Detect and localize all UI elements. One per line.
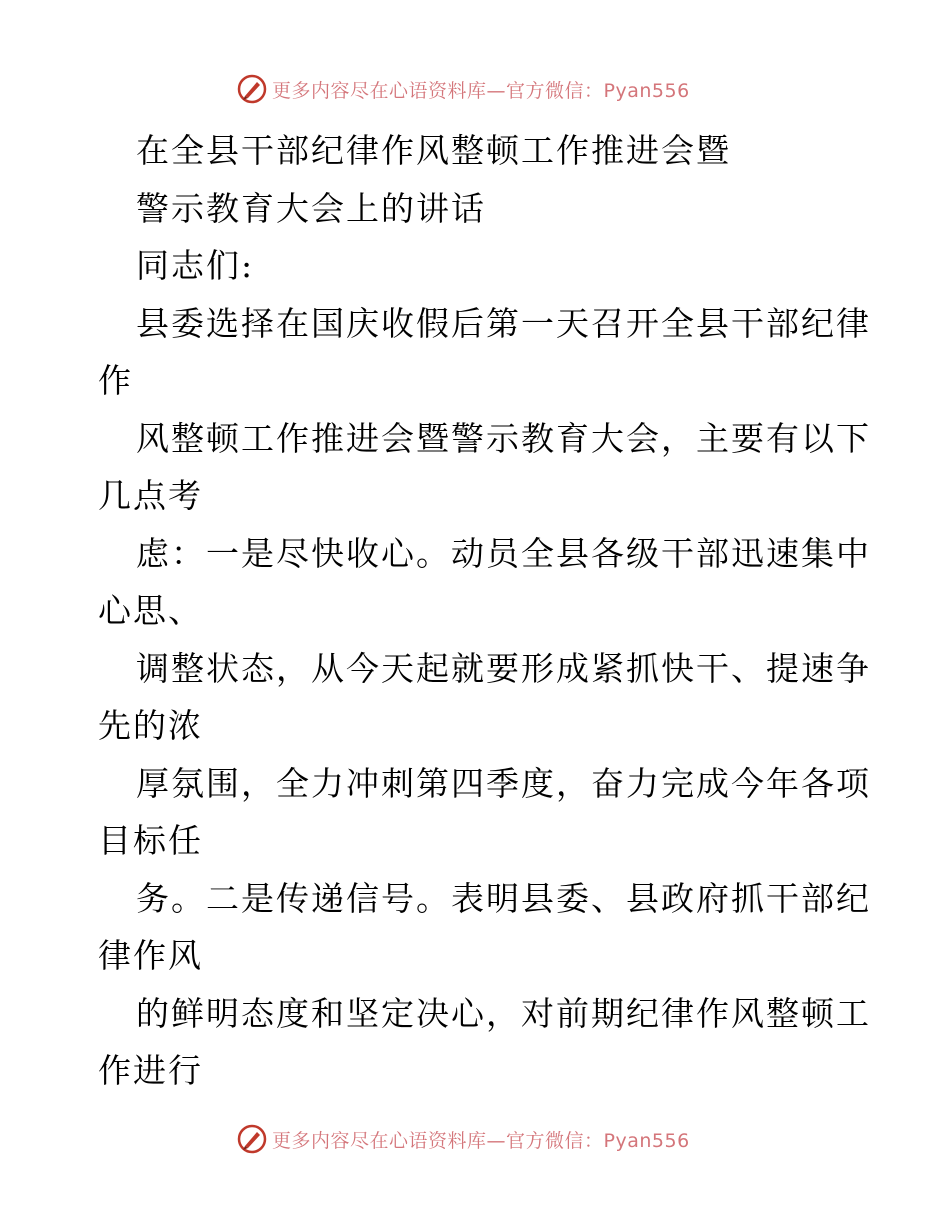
watermark-header: [236, 72, 690, 106]
salutation: 同志们:: [136, 246, 255, 285]
body-line: 目标任: [98, 821, 203, 860]
body-text: [98, 295, 871, 1100]
watermark-footer: [236, 1122, 690, 1156]
body-line: 的鲜明态度和坚定决心，对前期纪律作风整顿工: [136, 993, 871, 1033]
watermark-text: 更多内容尽在心语资料库—官方微信：Pyan556: [272, 79, 690, 102]
body-line: 风整顿工作推进会暨警示教育大会，主要有以下: [136, 418, 871, 458]
body-line: 作: [98, 361, 133, 400]
body-line: 几点考: [98, 476, 203, 515]
document-body: [98, 122, 871, 1100]
body-line: 县委选择在国庆收假后第一天召开全县干部纪律: [136, 303, 871, 343]
body-line: 作进行: [98, 1051, 203, 1090]
watermark-text: 更多内容尽在心语资料库—官方微信：Pyan556: [272, 1129, 690, 1152]
body-line: 心思、: [98, 591, 203, 630]
pen-logo-icon: [236, 1123, 268, 1155]
document-title-line-2: 警示教育大会上的讲话: [136, 188, 486, 228]
document-title-line-1: 在全县干部纪律作风整顿工作推进会暨: [136, 131, 731, 170]
body-line: 先的浓: [98, 706, 203, 745]
body-line: 务。二是传递信号。表明县委、县政府抓干部纪: [136, 878, 871, 918]
body-line: 虑：一是尽快收心。动员全县各级干部迅速集中: [136, 533, 871, 573]
body-line: 律作风: [98, 936, 203, 975]
body-line: 厚氛围，全力冲刺第四季度，奋力完成今年各项: [136, 763, 871, 803]
pen-logo-icon: [236, 73, 268, 105]
body-line: 调整状态，从今天起就要形成紧抓快干、提速争: [136, 648, 871, 688]
